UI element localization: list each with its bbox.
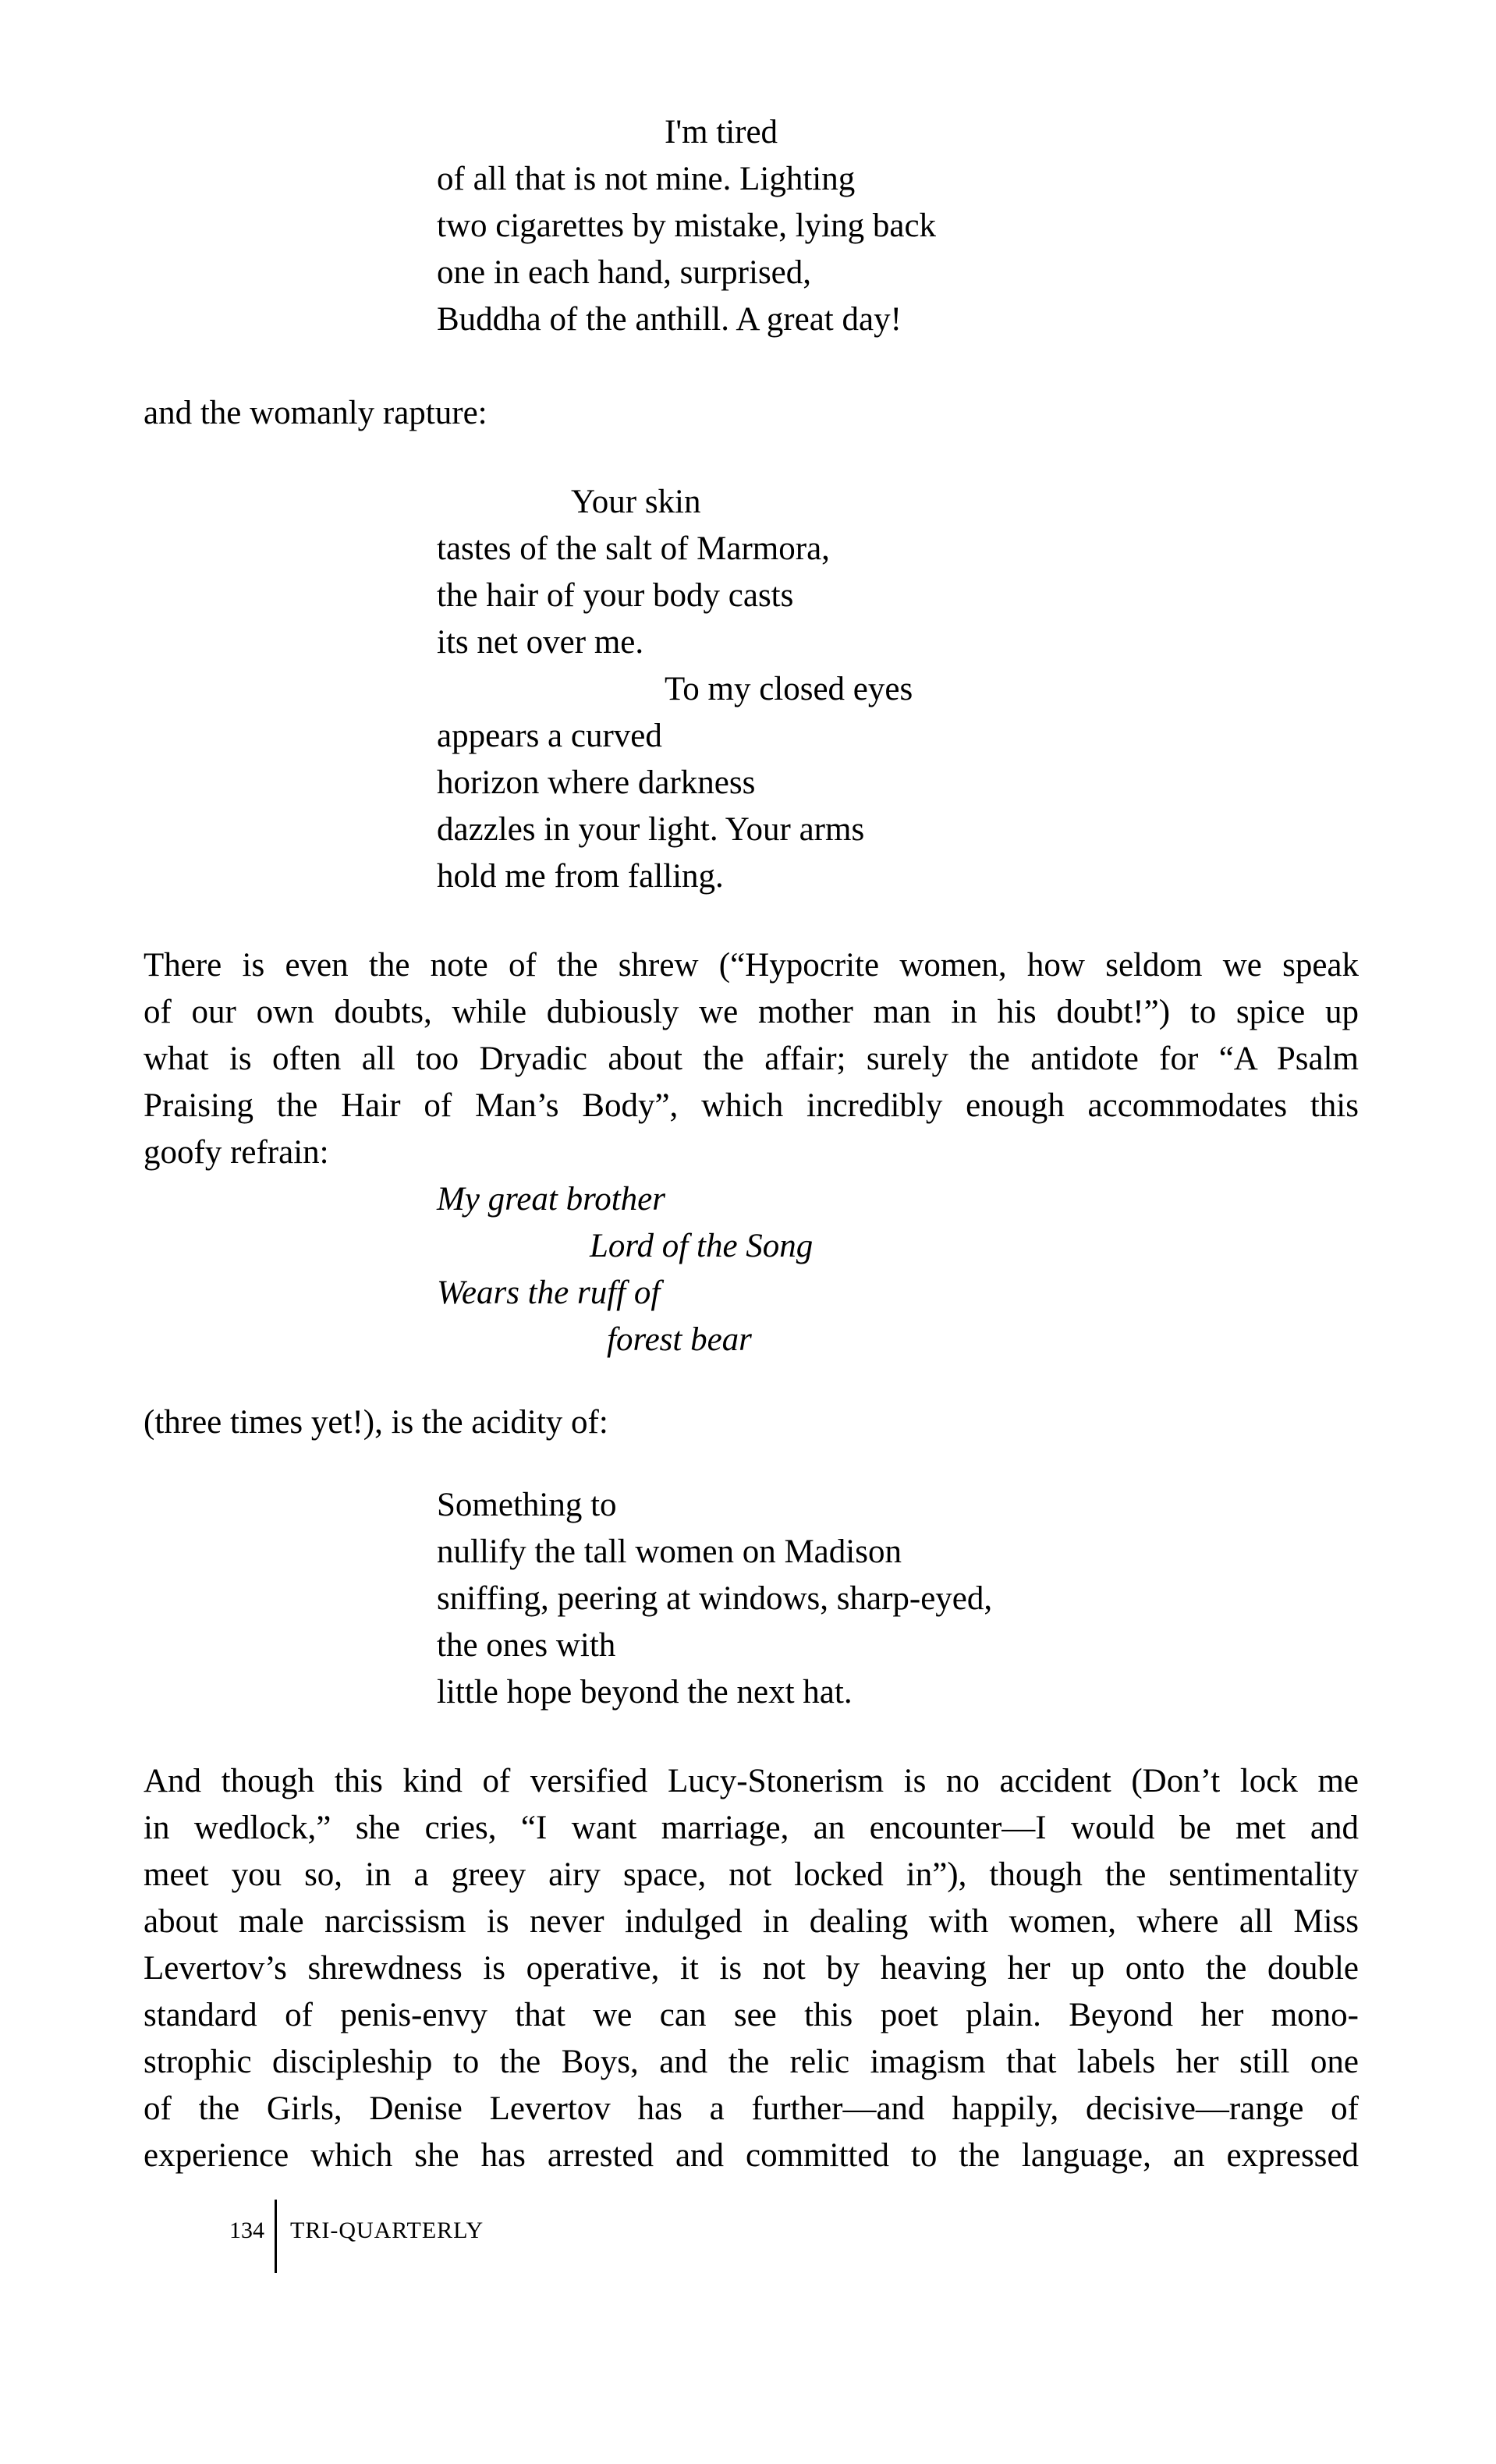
verse-line: one in each hand, surprised, bbox=[437, 254, 812, 291]
verse-line: little hope beyond the next hat. bbox=[437, 1674, 853, 1711]
prose-line: in wedlock,” she cries, “I want marriage, an encounter—I would be met and bbox=[144, 1810, 1359, 1846]
page-number: 134 bbox=[229, 2218, 264, 2243]
verse-line: tastes of the salt of Marmora, bbox=[437, 530, 830, 567]
journal-title: TRI-QUARTERLY bbox=[290, 2218, 484, 2243]
verse-line: I'm tired bbox=[665, 114, 778, 151]
verse-line: its net over me. bbox=[437, 624, 644, 661]
verse-line: sniffing, peering at windows, sharp-eyed, bbox=[437, 1580, 993, 1617]
verse-line: Your skin bbox=[571, 484, 701, 520]
prose-line: experience which she has arrested and committed to the language, an expressed bbox=[144, 2137, 1359, 2174]
verse-line: Lord of the Song bbox=[590, 1228, 814, 1264]
verse-line: My great brother bbox=[437, 1181, 665, 1218]
prose-line: about male narcissism is never indulged in dealing with women, where all Miss bbox=[144, 1903, 1359, 1940]
prose-line: Praising the Hair of Man’s Body”, which incredibly enough accommodates this bbox=[144, 1087, 1359, 1124]
verse-line: of all that is not mine. Lighting bbox=[437, 161, 856, 197]
folio-divider bbox=[275, 2200, 277, 2273]
bridge-text: and the womanly rapture: bbox=[144, 395, 487, 431]
prose-line: of the Girls, Denise Levertov has a further—and happily, decisive—range of bbox=[144, 2090, 1359, 2127]
prose-line: goofy refrain: bbox=[144, 1134, 329, 1171]
verse-line: the ones with bbox=[437, 1627, 616, 1664]
verse-line: nullify the tall women on Madison bbox=[437, 1533, 902, 1570]
bridge-text: (three times yet!), is the acidity of: bbox=[144, 1404, 608, 1441]
verse-line: forest bear bbox=[607, 1321, 752, 1358]
verse-line: dazzles in your light. Your arms bbox=[437, 811, 865, 848]
verse-line: appears a curved bbox=[437, 718, 662, 754]
verse-line: To my closed eyes bbox=[665, 671, 913, 707]
verse-line: horizon where darkness bbox=[437, 764, 756, 801]
verse-line: Buddha of the anthill. A great day! bbox=[437, 301, 902, 338]
verse-line: two cigarettes by mistake, lying back bbox=[437, 207, 937, 244]
verse-line: the hair of your body casts bbox=[437, 577, 794, 614]
prose-line: meet you so, in a greey airy space, not locked in”), though the sentimentality bbox=[144, 1856, 1359, 1893]
prose-line: Levertov’s shrewdness is operative, it is not by heaving her up onto the double bbox=[144, 1950, 1359, 1987]
prose-line: And though this kind of versified Lucy-Stonerism is no accident (Don’t lock me bbox=[144, 1763, 1359, 1799]
verse-line: hold me from falling. bbox=[437, 858, 724, 895]
verse-line: Wears the ruff of bbox=[437, 1275, 661, 1311]
prose-line: what is often all too Dryadic about the affair; surely the antidote for “A Psalm bbox=[144, 1041, 1359, 1077]
prose-line: of our own doubts, while dubiously we mother man in his doubt!”) to spice up bbox=[144, 994, 1359, 1030]
prose-line: strophic discipleship to the Boys, and the relic imagism that labels her still one bbox=[144, 2044, 1359, 2080]
verse-line: Something to bbox=[437, 1487, 617, 1523]
prose-line: There is even the note of the shrew (“Hypocrite women, how seldom we speak bbox=[144, 947, 1359, 984]
prose-line: standard of penis-envy that we can see this poet plain. Beyond her mono- bbox=[144, 1997, 1359, 2033]
